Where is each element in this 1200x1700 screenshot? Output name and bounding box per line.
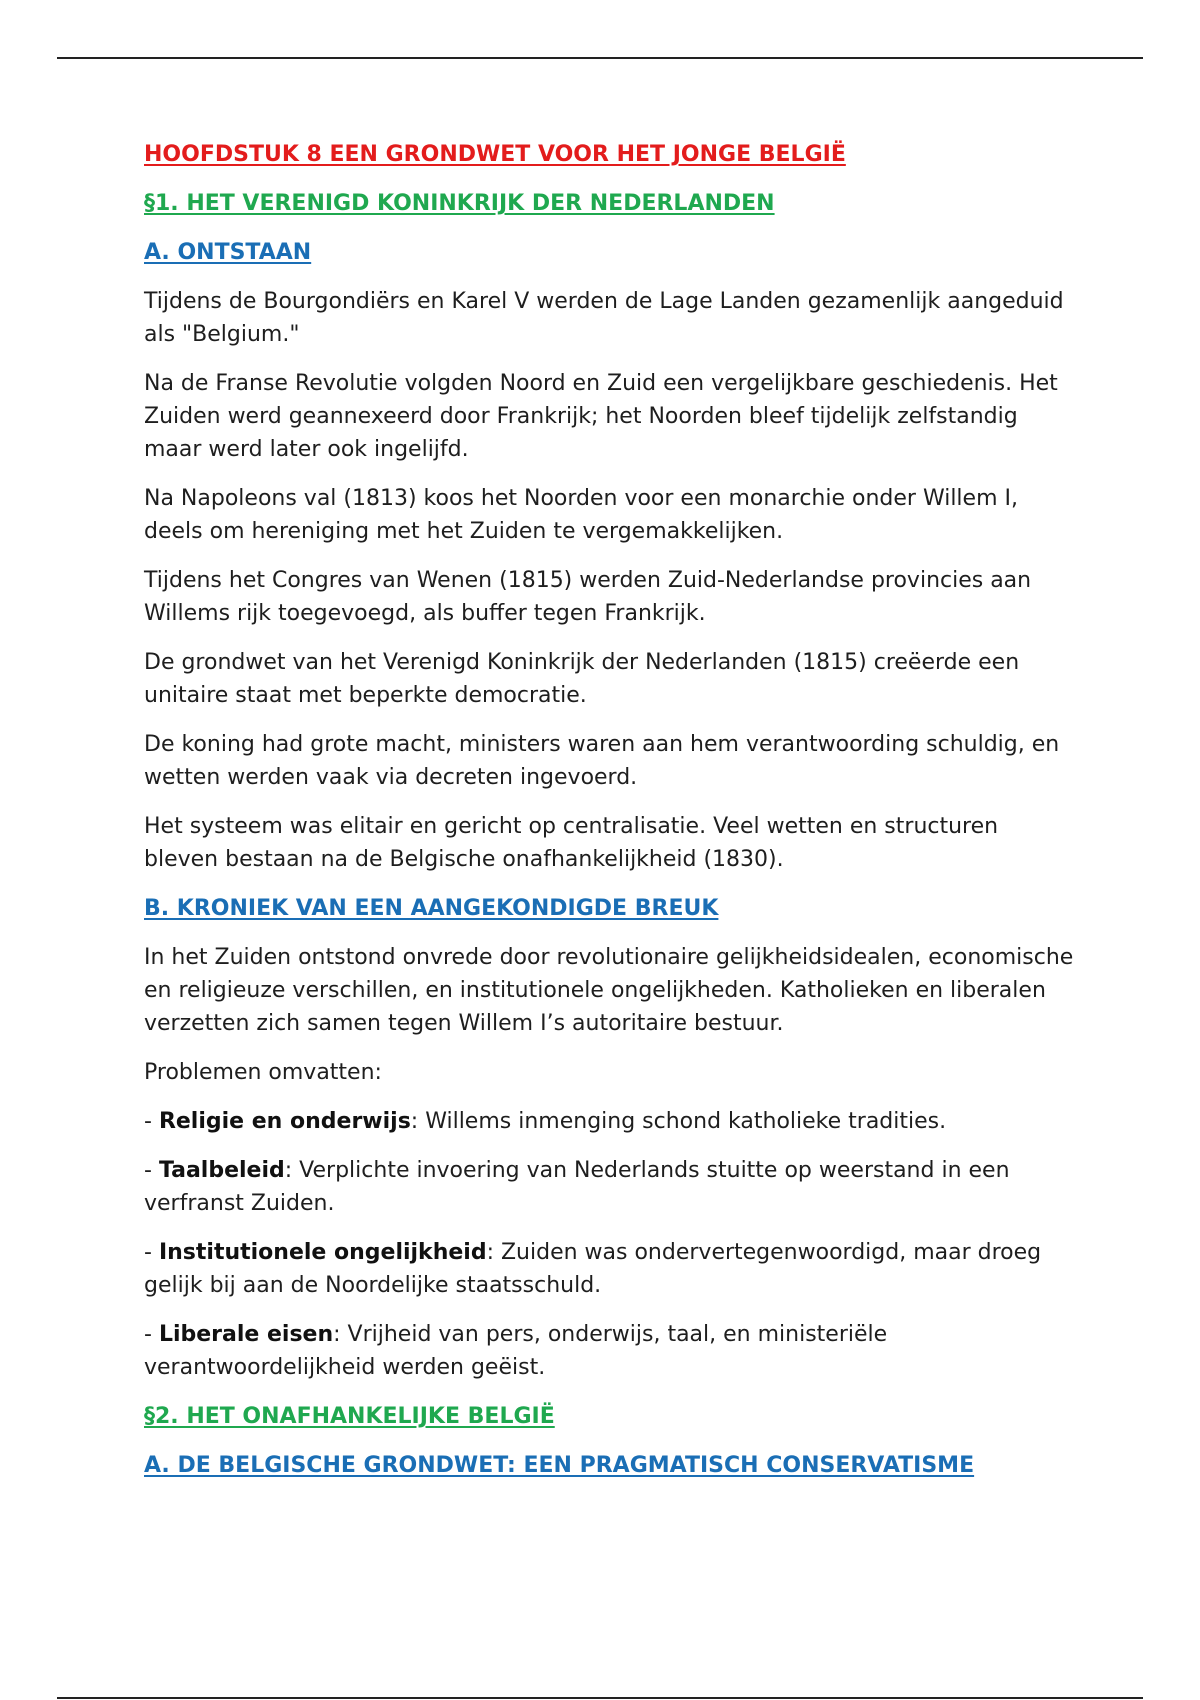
problem-item: [144, 1105, 1074, 1138]
paragraph: Tijdens het Congres van Wenen (1815) werden Zuid-Nederlandse provincies aan Willems rijk toegevoegd, als buffer tegen Frankrijk.: [144, 568, 1032, 626]
problem-term: Institutionele ongelijkheid: [158, 1240, 487, 1265]
bullet-prefix: -: [144, 1322, 159, 1347]
subsection-2a-title: A. DE BELGISCHE GRONDWET: EEN PRAGMATISCH CONSERVATISME: [144, 1453, 975, 1478]
paragraph: De grondwet van het Verenigd Koninkrijk der Nederlanden (1815) creëerde een unitaire staat met beperkte democratie.: [144, 650, 1020, 708]
problem-term: Taalbeleid: [158, 1158, 285, 1183]
problem-text: : Verplichte invoering van Nederlands stuitte op weerstand in een verfranst Zuiden.: [144, 1158, 1010, 1216]
problem-item: [144, 1154, 1074, 1220]
paragraph: De koning had grote macht, ministers waren aan hem verantwoording schuldig, en wetten werden vaak via decreten ingevoerd.: [144, 732, 1060, 790]
section-1-title: §1. HET VERENIGD KONINKRIJK DER NEDERLANDEN: [144, 191, 775, 216]
paragraph: Na Napoleons val (1813) koos het Noorden voor een monarchie onder Willem I, deels om hereniging met het Zuiden te vergemakkelijken.: [144, 486, 1018, 544]
header-rule: [57, 57, 1143, 59]
problem-text: : Zuiden was ondervertegenwoordigd, maar droeg gelijk bij aan de Noordelijke staatsschuld.: [144, 1240, 1042, 1298]
subsection-1a-title: A. ONTSTAAN: [144, 240, 312, 265]
document-body: [144, 138, 1074, 1498]
problem-item: [144, 1318, 1074, 1384]
paragraph: Het systeem was elitair en gericht op centralisatie. Veel wetten en structuren bleven bestaan na de Belgische onafhankelijkheid (1830).: [144, 814, 999, 872]
paragraph: In het Zuiden ontstond onvrede door revolutionaire gelijkheidsidealen, economische en religieuze verschillen, en institutionele ongelijkheden. Katholieken en liberalen verzetten zich samen tegen Willem I’s autoritaire bestuur.: [144, 945, 1074, 1036]
subsection-1b-title: B. KRONIEK VAN EEN AANGEKONDIGDE BREUK: [144, 896, 719, 921]
problem-term: Liberale eisen: [158, 1322, 334, 1347]
problem-text: : Vrijheid van pers, onderwijs, taal, en ministeriële verantwoordelijkheid werden geëist.: [144, 1322, 888, 1380]
chapter-title: HOOFDSTUK 8 EEN GRONDWET VOOR HET JONGE BELGIË: [144, 142, 846, 167]
problem-text: : Willems inmenging schond katholieke tradities.: [410, 1109, 947, 1134]
problem-term: Religie en onderwijs: [158, 1109, 411, 1134]
section-2-title: §2. HET ONAFHANKELIJKE BELGIË: [144, 1404, 555, 1429]
paragraph: Tijdens de Bourgondiërs en Karel V werden de Lage Landen gezamenlijk aangeduid als "Belgium.": [144, 289, 1064, 347]
bullet-prefix: -: [144, 1109, 159, 1134]
problem-item: [144, 1236, 1074, 1302]
paragraph: Na de Franse Revolutie volgden Noord en Zuid een vergelijkbare geschiedenis. Het Zuiden werd geannexeerd door Frankrijk; het Noorden bleef tijdelijk zelfstandig maar werd later ook ingelijfd.: [144, 371, 1058, 462]
bullet-prefix: -: [144, 1158, 159, 1183]
footer-rule: [57, 1697, 1143, 1699]
problems-label: Problemen omvatten:: [144, 1060, 382, 1085]
bullet-prefix: -: [144, 1240, 159, 1265]
